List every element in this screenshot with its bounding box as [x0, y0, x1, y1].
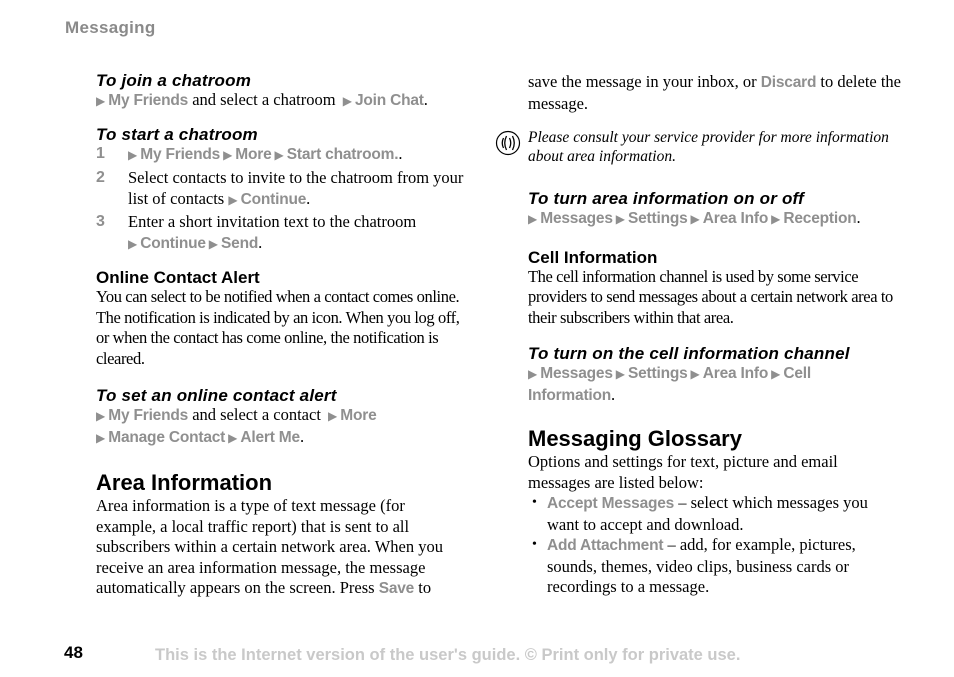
menu-settings[interactable]: Settings [627, 365, 688, 382]
start-chatroom-heading: To start a chatroom [96, 124, 258, 144]
arrow-right-icon: ▶ [690, 212, 700, 226]
menu-alert-me[interactable]: Alert Me [240, 428, 300, 446]
menu-messages[interactable]: Messages [540, 365, 613, 382]
join-chatroom-instruction: ▶ My Friends and select a chatroom ▶ Join Chat. [96, 90, 428, 109]
menu-cell-information[interactable]: Cell Information [528, 365, 812, 404]
menu-my-friends[interactable]: My Friends [140, 145, 221, 163]
menu-more[interactable]: More [340, 407, 377, 424]
glossary-intro: Options and settings for text, picture and email messages are listed below: [528, 452, 838, 492]
menu-join-chat[interactable]: Join Chat [354, 92, 424, 109]
menu-send[interactable]: Send [221, 234, 259, 252]
area-toggle-instruction: ▶ Messages ▶ Settings ▶ Area Info ▶ Reception. [528, 208, 861, 227]
arrow-right-icon: ▶ [208, 236, 219, 251]
glossary-term-add-attachment[interactable]: Add Attachment [547, 537, 664, 554]
join-chatroom-heading: To join a chatroom [96, 71, 252, 90]
list-item: • Add Attachment – add, for example, pictures, sounds, themes, video clips, business cards or recordings to a message. [532, 535, 856, 596]
arrow-right-icon: ▶ [328, 409, 338, 423]
set-alert-instruction: ▶ My Friends and select a contact ▶ More ▶ Manage Contact ▶ Alert Me. [96, 405, 377, 446]
menu-save[interactable]: Save [378, 580, 415, 597]
menu-continue[interactable]: Continue [240, 190, 307, 208]
step-1: 1 ▶ My Friends ▶ More ▶ Start chatroom.. [96, 143, 403, 163]
arrow-right-icon: ▶ [274, 147, 284, 162]
menu-start-chatroom[interactable]: Start chatroom. [286, 145, 399, 163]
area-information-continued: save the message in your inbox, or Discard to delete the message. [528, 72, 902, 113]
arrow-right-icon: ▶ [342, 94, 352, 108]
menu-more[interactable]: More [235, 145, 272, 163]
arrow-right-icon: ▶ [615, 212, 625, 226]
list-item: • Accept Messages – select which messages you want to accept and download. [532, 493, 868, 534]
arrow-right-icon: ▶ [690, 367, 700, 381]
arrow-right-icon: ▶ [528, 367, 538, 381]
bullet-icon: • [532, 537, 537, 552]
footer-notice: This is the Internet version of the user's guide. © Print only for private use. [155, 646, 741, 664]
glossary-list [528, 493, 902, 598]
left-column [96, 72, 468, 600]
menu-settings[interactable]: Settings [627, 210, 688, 227]
messaging-glossary-heading: Messaging Glossary [528, 426, 742, 451]
cell-information-body: The cell information channel is used by some service providers to send messages about a certain network area to their subscribers within that area. [528, 266, 893, 327]
cell-toggle-heading: To turn on the cell information channel [528, 344, 850, 363]
arrow-right-icon: ▶ [228, 192, 238, 207]
arrow-right-icon: ▶ [96, 430, 106, 445]
menu-my-friends[interactable]: My Friends [108, 92, 189, 109]
area-information-heading: Area Information [96, 470, 273, 495]
bullet-icon: • [532, 495, 537, 510]
arrow-right-icon: ▶ [771, 367, 781, 381]
right-column [528, 72, 902, 598]
menu-discard[interactable]: Discard [760, 74, 817, 91]
menu-reception[interactable]: Reception [783, 210, 857, 227]
step-number: 2 [96, 169, 105, 186]
menu-manage-contact[interactable]: Manage Contact [108, 428, 226, 446]
menu-continue[interactable]: Continue [140, 234, 206, 252]
menu-area-info[interactable]: Area Info [702, 210, 769, 227]
set-alert-heading: To set an online contact alert [96, 386, 337, 405]
online-contact-alert-body: You can select to be notified when a contact comes online. The notification is indicated by an icon. When you log off, or when the contact has come online, the notification is cleared. [96, 287, 460, 368]
arrow-right-icon: ▶ [228, 430, 238, 445]
menu-area-info[interactable]: Area Info [702, 365, 769, 382]
service-provider-note [528, 128, 902, 166]
cell-toggle-instruction: ▶ Messages ▶ Settings ▶ Area Info ▶ Cell Information. [528, 365, 812, 404]
menu-my-friends[interactable]: My Friends [108, 407, 189, 424]
note-text: Please consult your service provider for more information about area information. [528, 129, 889, 165]
page-number: 48 [64, 643, 83, 662]
area-information-body: Area information is a type of text message (for example, a local traffic report) that is sent to all subscribers within a certain network area. When you receive an area information message, the message automatically appears on the screen. Press Save to [96, 496, 443, 597]
step-number: 3 [96, 213, 105, 230]
arrow-right-icon: ▶ [96, 409, 106, 423]
glossary-term-accept-messages[interactable]: Accept Messages [547, 495, 675, 512]
menu-messages[interactable]: Messages [540, 210, 613, 227]
arrow-right-icon: ▶ [615, 367, 625, 381]
online-contact-alert-heading: Online Contact Alert [96, 268, 260, 287]
arrow-right-icon: ▶ [223, 147, 233, 162]
note-icon [495, 130, 521, 156]
step-2: 2 Select contacts to invite to the chatroom from your list of contacts ▶ Continue. [96, 168, 464, 208]
section-header: Messaging [65, 18, 156, 37]
area-toggle-heading: To turn area information on or off [528, 189, 804, 208]
arrow-right-icon: ▶ [128, 147, 138, 162]
cell-information-heading: Cell Information [528, 247, 658, 267]
step-3: 3 Enter a short invitation text to the chatroom ▶ Continue ▶ Send. [96, 212, 417, 252]
step-number: 1 [96, 144, 105, 162]
arrow-right-icon: ▶ [96, 94, 106, 108]
arrow-right-icon: ▶ [771, 212, 781, 226]
arrow-right-icon: ▶ [128, 236, 138, 251]
arrow-right-icon: ▶ [528, 212, 538, 226]
